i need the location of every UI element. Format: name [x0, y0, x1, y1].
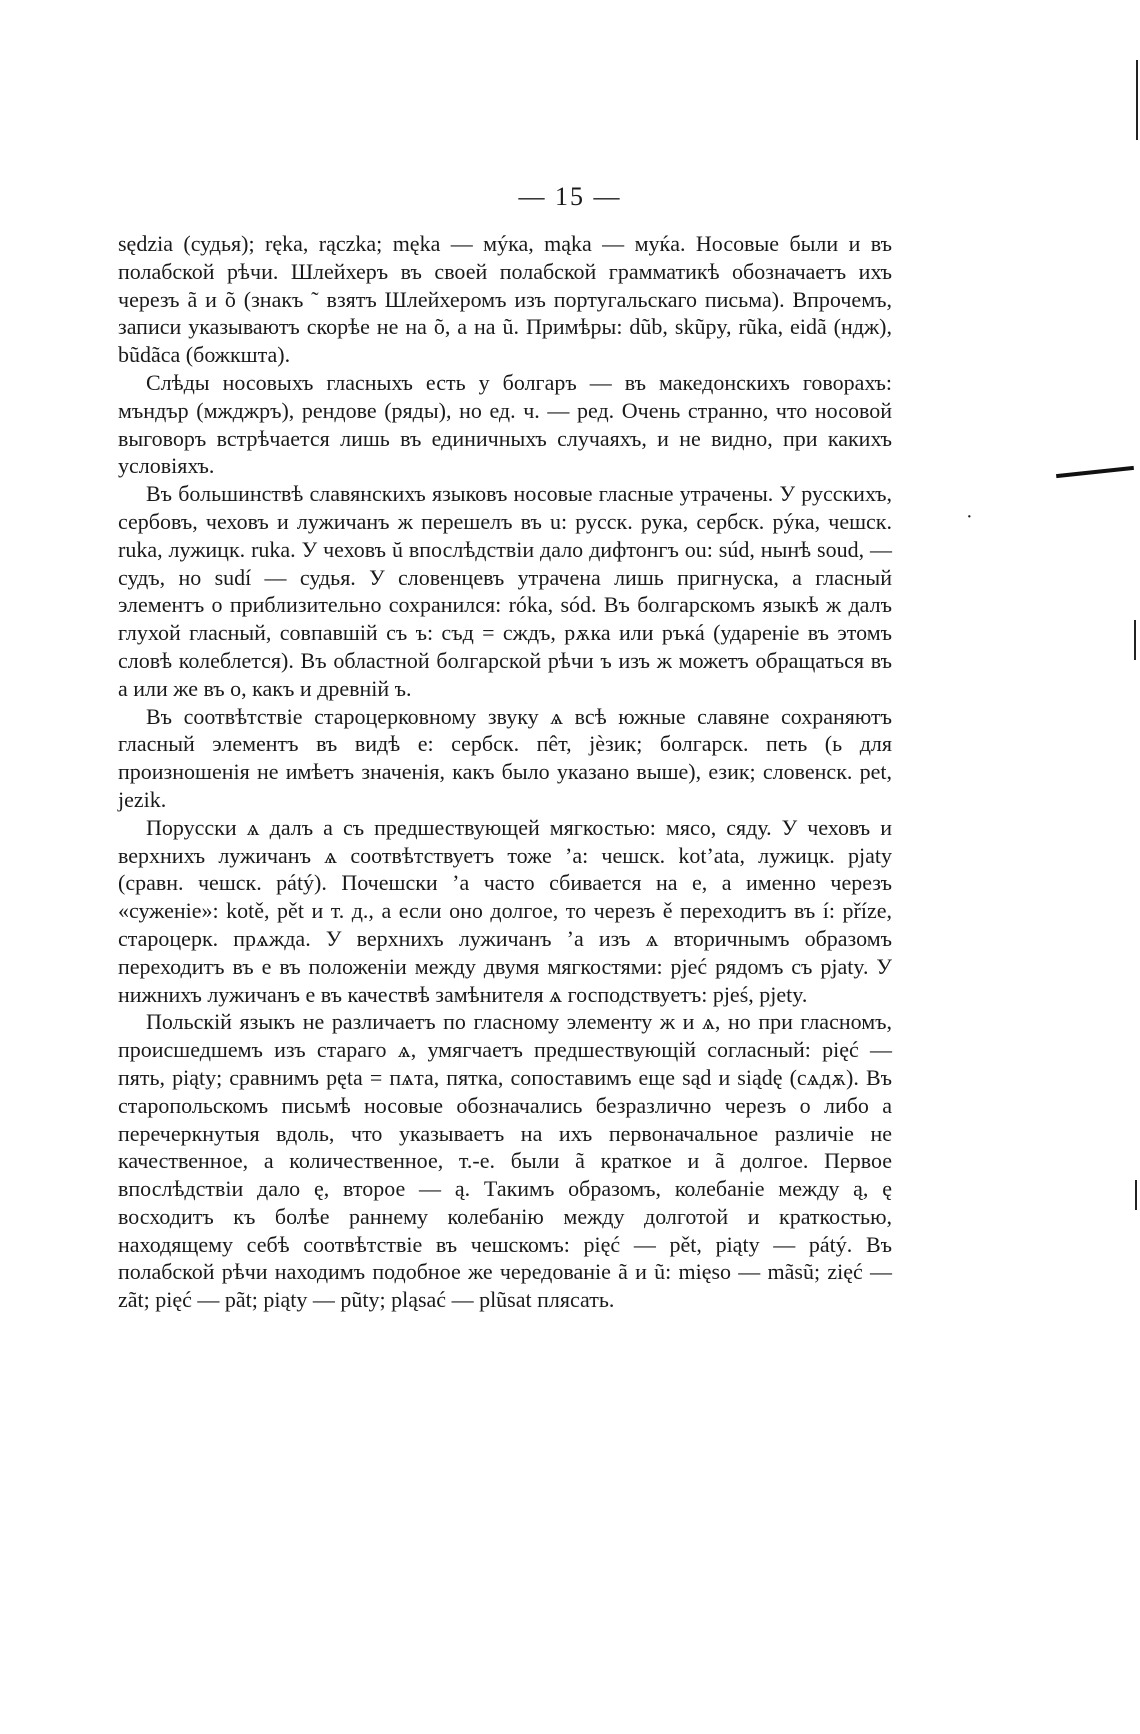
page-number: — 15 — [518, 182, 622, 211]
paragraph-continuation: sędzia (судья); ręka, rączka; męka — мýка, mąka — муќа. Носовые были и въ полабской рѣчи. Шлейхеръ въ своей полабской грамматикѣ обозначаетъ ихъ черезъ ã и õ (знакъ ˜ взятъ Шлейхеромъ изъ португальскаго письма). Впрочемъ, записи указываютъ скорѣе не на õ, а на ũ. Примѣры: dũb, skũpy, rũka, eidã (ндж), bũdãca (божкшта). [118, 231, 892, 368]
margin-rule-top [1136, 60, 1138, 140]
paragraph-nasal-loss: Въ большинствѣ славянскихъ языковъ носовые гласные утрачены. У русскихъ, сербовъ, чеховъ и лужичанъ ж перешелъ въ u: русск. рука, сербск. рýка, чешск. ruka, лужицк. ruka. У чеховъ ŭ впослѣдствіи дало дифтонгъ ou: súd, нынѣ soud, — судъ, но sudí — судья. У словенцевъ утрачена лишь пригнуска, а гласный элементъ o приблизительно сохранился: róka, sód. Въ болгарскомъ языкѣ ж далъ глухой гласный, совпавшій съ ъ: съд = сждъ, рѫка или ръкá (удареніе въ этомъ словѣ колеблется). Въ областной болгарской рѣчи ъ изъ ж можетъ обращаться въ а или же въ о, какъ и древній ъ. [118, 481, 892, 701]
body-text [118, 230, 892, 1314]
paragraph-russian-czech: Порусски ѧ далъ а съ предшествующей мягкостью: мясо, сяду. У чеховъ и верхнихъ лужичанъ ѧ соотвѣтствуетъ тоже ’а: чешск. kot’ata, лужицк. pjaty (сравн. чешск. pátý). Почешски ’а часто сбивается на е, а именно черезъ «суженіе»: kotě, pět и т. д., а если оно долгое, то черезъ ě переходитъ въ í: příze, староцерк. прѧжда. У верхнихъ лужичанъ ’а изъ ѧ вторичнымъ образомъ переходитъ въ е въ положеніи между двумя мягкостями: pjeć рядомъ съ pjaty. У нижнихъ лужичанъ е въ качествѣ замѣнителя ѧ господствуетъ: pjeś, pjety. [118, 814, 892, 1007]
paragraph-south-slavic: Въ соотвѣтствіе староцерковному звуку ѧ всѣ южные славяне сохраняютъ гласный элементъ въ видѣ е: сербск. пêт, jèзик; болгарск. петь (ь для произношенія не имѣетъ значенія, какъ было указано выше), език; словенск. pet, jezik. [118, 703, 892, 812]
paragraph-bulgarian-traces: Слѣды носовыхъ гласныхъ есть у болгаръ — въ македонскихъ говорахъ: мъндър (мжджръ), рендове (ряды), но ед. ч. — ред. Очень странно, что носовой выговоръ встрѣчается лишь въ единичныхъ случаяхъ, и не видно, при какихъ условіяхъ. [118, 369, 892, 479]
margin-rule-mid [1134, 620, 1136, 660]
margin-rule-bottom [1135, 1180, 1137, 1210]
margin-pencil-mark [1056, 466, 1134, 478]
paragraph-polish: Польскій языкъ не различаетъ по гласному элементу ж и ѧ, но при гласномъ, происшедшемъ изъ стараго ѧ, умягчаетъ предшествующій согласный: pięć — пять, piąty; сравнимъ pęta = пѧта, пятка, сопоставимъ еще sąd и siądę (сѧдѫ). Въ старопольскомъ письмѣ носовые обозначались безразлично черезъ о либо а перечеркнутыя вдоль, что указываетъ на ихъ первоначальное различіе не качественное, а количественное, т.-е. были ã краткое и ã долгое. Первое впослѣдствіи дало ę, второе — ą. Такимъ образомъ, колебаніе между ą, ę восходитъ къ болѣе раннему колебанію между долготой и краткостью, находящему себѣ соотвѣтствіе въ чешскомъ: pięć — pět, piąty — pátý. Въ полабской рѣчи находимъ подобное же чередованіе ã и ũ: mięso — mãsũ; zięć — zãt; pięć — pãt; piąty — pũty; pląsać — plũsat плясать. [118, 1009, 892, 1313]
margin-dot-mark: · [966, 506, 973, 528]
